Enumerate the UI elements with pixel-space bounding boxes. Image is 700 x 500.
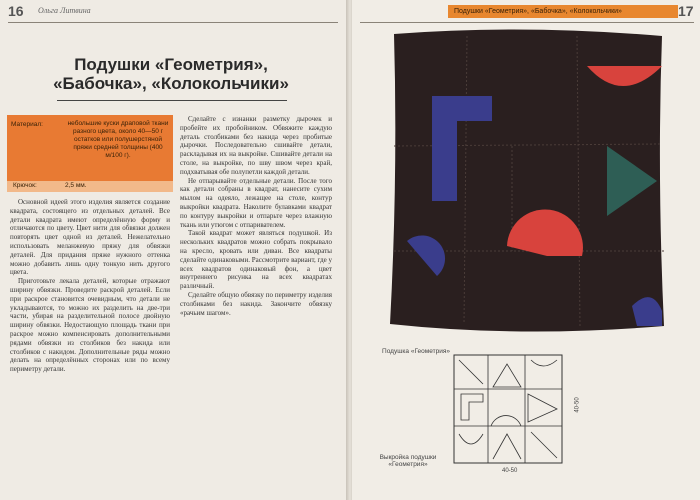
title-line-2: «Бабочка», «Колокольчики»	[53, 74, 289, 93]
running-head: Подушки «Геометрия», «Бабочка», «Колокольчики»	[448, 5, 678, 18]
materials-label: Материал:	[11, 121, 43, 128]
hook-value: 2,5 мм.	[65, 182, 87, 189]
hook-label: Крючок:	[13, 182, 37, 189]
hook-box	[7, 181, 173, 192]
paragraph: Основной идеей этого изделия является создание квадрата, состоящего из отдельных деталей. Все детали квадрата имеют определённую форму и отличаются по цвету. Цвет нити для обвязки должен повторять цвет одной из деталей. Нежелательно использовать меланжевую пряжу для обвязки деталей. Для придания пряже нужного оттенка можно добавить лишь одну тонкую нить другого цвета.	[10, 198, 170, 277]
text-column-1	[10, 198, 170, 488]
title-line-1: Подушки «Геометрия»,	[74, 55, 268, 74]
pattern-caption-line1: Выкройка подушки	[379, 454, 437, 461]
dimension-height: 40-50	[574, 397, 581, 413]
author-name: Ольга Литвина	[38, 6, 91, 15]
materials-value: небольшие куски драповой ткани разного цвета, около 40—50 г остатков или полушерстяной пряжи средней толщины (400 м/100 г).	[67, 120, 169, 159]
header-rule	[360, 22, 694, 23]
dimension-width: 40-50	[502, 468, 518, 474]
text-column-2	[180, 115, 332, 435]
paragraph: Приготовьте лекала деталей, которые отражают ширину обвязки. Проведите раскрой деталей. Если при раскрое становится очевидным, что детали не укладываются, то можно их разделить на две-три части, убирая на разделительной полосе двойную ширину обвязки. Недостающую площадь ткани при раскрое можно компенсировать дополнительными рядами обвязки из столбиков без накида или столбиков с накидом. Дополнительные ряды можно делать на определённых сторонах или по всему периметру детали.	[10, 277, 170, 374]
page-title	[40, 55, 302, 93]
left-page	[0, 0, 348, 500]
materials-box	[7, 115, 173, 181]
pattern-caption	[368, 454, 448, 468]
page-number-right: 17	[678, 3, 694, 19]
pattern-diagram	[453, 354, 563, 464]
title-underline	[57, 100, 287, 101]
paragraph: Сделайте общую обвязку по периметру изделия столбиками без накида. Закончите обвязку «рачьим шагом».	[180, 290, 332, 317]
page-number-left: 16	[8, 3, 24, 19]
paragraph: Такой квадрат может являться подушкой. Из нескольких квадратов можно собрать покрывало на кресло, кровать или диван. Все квадраты сделайте одинаковыми. Рассмотрите вариант, где у всех квадратов одинаковый фон, а цвет внутреннего рисунка на всех квадратах различный.	[180, 229, 332, 291]
paragraph: Не отпарывайте отдельные детали. После того как детали собраны в квадрат, нанесите сухим мылом на одеяло, лежащее на столе, контур выкройки квадрата. Наколите булавками квадрат по контуру выкройки и отпарьте через влажную ткань или утюгом с отпаривателем.	[180, 176, 332, 229]
header-rule	[8, 22, 338, 23]
paragraph: Сделайте с изнанки разметку дырочек и пробейте их пробойником. Обвяжите каждую деталь столбиками без накида через пробитые дырочки. Последовательно сшивайте детали, раскладывая их на выкройке. Сшивайте детали на столе, на выкройке, по шву швом через край, подхватывая обе полупетли каждой детали.	[180, 115, 332, 176]
photo-caption: Подушка «Геометрия»	[382, 348, 450, 355]
right-page	[352, 0, 700, 500]
pattern-caption-line2: «Геометрия»	[388, 461, 428, 468]
pillow-geometry-photo	[372, 26, 672, 338]
